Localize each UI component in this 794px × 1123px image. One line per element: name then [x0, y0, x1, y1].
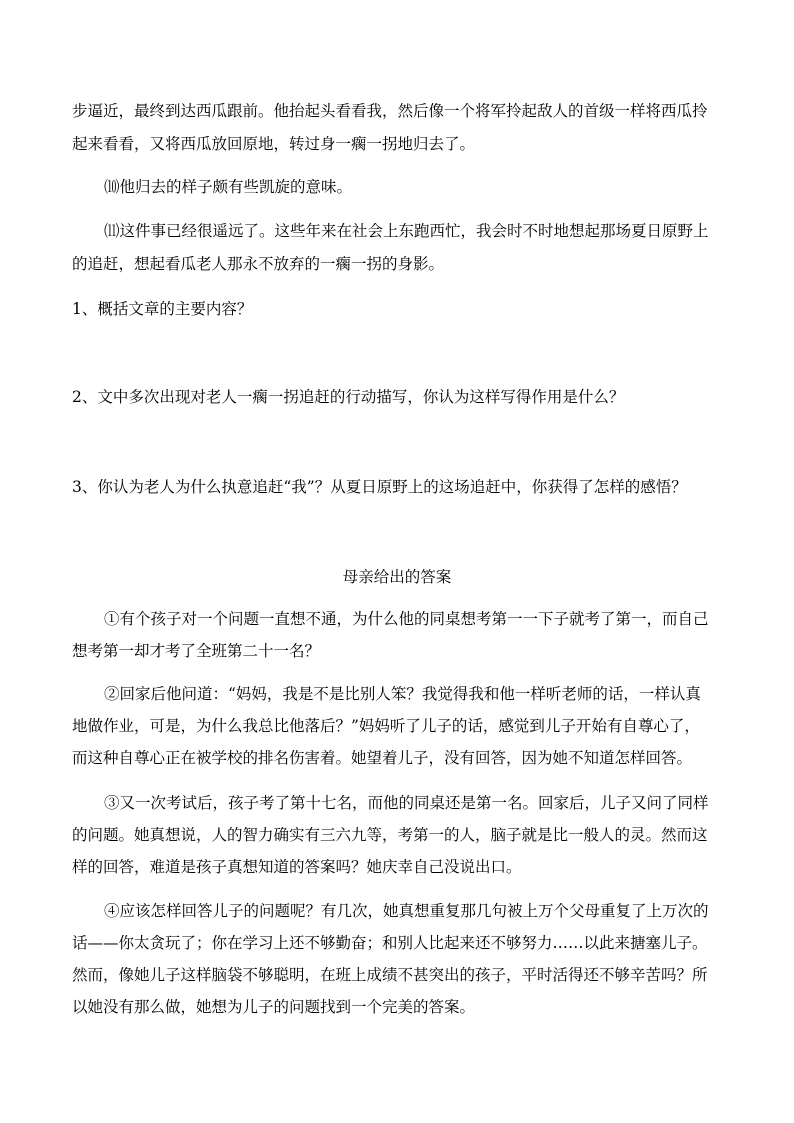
- article-paragraph-3-line-1: ③又一次考试后，孩子考了第十七名，而他的同桌还是第一名。回家后，儿子又问了同样: [104, 794, 709, 812]
- article-paragraph-1-line-1: ①有个孩子对一个问题一直想不通，为什么他的同桌想考第一一下子就考了第一，而自己: [104, 610, 709, 628]
- article-paragraph-2-line-2: 地做作业，可是，为什么我总比他落后？”妈妈听了儿子的话，感觉到儿子开始有自尊心了，: [72, 717, 700, 735]
- article-paragraph-4-line-2: 话——你太贪玩了；你在学习上还不够勤奋；和别人比起来还不够努力……以此来搪塞儿子。: [72, 934, 708, 952]
- article-paragraph-1-line-2: 想考第一却才考了全班第二十一名？: [72, 642, 321, 660]
- article-paragraph-4-line-3: 然而，像她儿子这样脑袋不够聪明，在班上成绩不甚突出的孩子，平时活得还不够辛苦吗？所: [72, 966, 708, 984]
- article-paragraph-4-line-1: ④应该怎样回答儿子的问题呢？有几次，她真想重复那几句被上万个父母重复了上万次的: [104, 902, 709, 920]
- question-3: 3、你认为老人为什么执意追赶“我”？从夏日原野上的这场追赶中，你获得了怎样的感悟？: [72, 478, 687, 496]
- article-paragraph-2-line-1: ②回家后他问道：“妈妈，我是不是比别人笨？我觉得我和他一样听老师的话，一样认真: [104, 685, 701, 703]
- question-2: 2、文中多次出现对老人一瘸一拐追赶的行动描写，你认为这样写得作用是什么？: [72, 388, 625, 406]
- paragraph-11-line-1: ⑾这件事已经很遥远了。这些年来在社会上东跑西忙，我会时不时地想起那场夏日原野上: [104, 222, 709, 240]
- paragraph-10: ⑽他归去的样子颇有些凯旋的意味。: [104, 178, 353, 196]
- article-paragraph-3-line-3: 样的回答，难道是孩子真想知道的答案吗？她庆幸自己没说出口。: [72, 858, 522, 876]
- article-paragraph-3-line-2: 的问题。她真想说，人的智力确实有三六九等，考第一的人，脑子就是比一般人的灵。然而这: [72, 826, 708, 844]
- paragraph-9-line-2: 起来看看，又将西瓜放回原地，转过身一瘸一拐地归去了。: [72, 135, 476, 153]
- article-paragraph-2-line-3: 而这种自尊心正在被学校的排名伤害着。她望着儿子，没有回答，因为她不知道怎样回答。: [72, 749, 693, 767]
- paragraph-9-line-1: 步逼近，最终到达西瓜跟前。他抬起头看看我，然后像一个将军拎起敌人的首级一样将西瓜拎: [72, 102, 708, 120]
- article-title: 母亲给出的答案: [342, 568, 452, 586]
- question-1: 1、概括文章的主要内容？: [72, 300, 253, 318]
- article-paragraph-4-line-4: 以她没有那么做，她想为儿子的问题找到一个完美的答案。: [72, 998, 476, 1016]
- paragraph-11-line-2: 的追赶，想起看瓜老人那永不放弃的一瘸一拐的身影。: [72, 255, 445, 273]
